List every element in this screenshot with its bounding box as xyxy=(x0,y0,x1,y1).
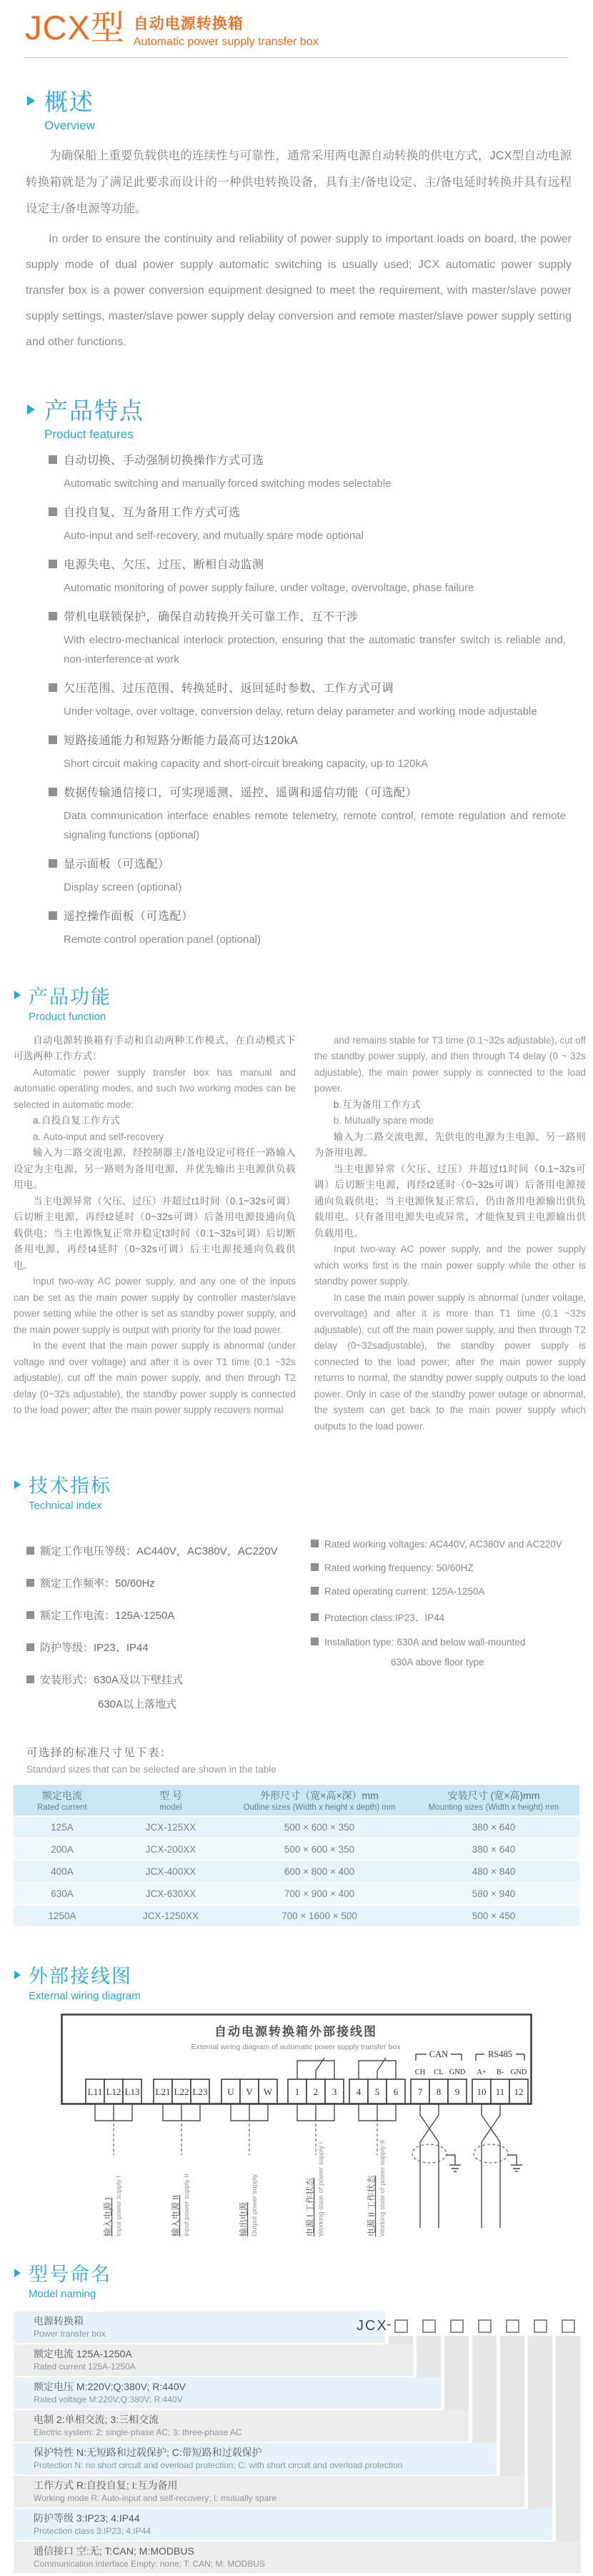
rs485-pin-gnd: GND xyxy=(510,2069,527,2077)
bullet-square-icon xyxy=(49,683,57,692)
terminal-label: 1 xyxy=(294,2086,300,2098)
tech-item-en: Installation type: 630A and below wall-mounted xyxy=(324,1637,526,1648)
can-pin-gnd: GND xyxy=(449,2069,466,2077)
function-paragraph: In case the main power supply is abnormal (under voltage, overvoltage) and after it is more than T1 time (0.1 ~32s adjustable), cut off the main power supply, and then through T2 delay (0~32sadjustable), the standby power supply is connected to the load power; after the main power supply returns to normal, the standby power supply outputs to the load power. Only in case of the standby power outage or abnormal, the system can get back to the main power supply which outputs to the load power. xyxy=(314,1292,586,1432)
feature-item xyxy=(49,907,566,950)
technical-right-column xyxy=(311,1526,593,1711)
terminal-strip xyxy=(86,2079,528,2104)
diagram-title-en: External wiring diagram of automatic power supply transfer box xyxy=(191,2043,401,2052)
section-heading-en: External wiring diagram xyxy=(29,1990,141,2003)
can-pin-cl: CL xyxy=(434,2069,444,2077)
terminal-label: L22 xyxy=(174,2086,189,2098)
naming-row: 防护等级 3:IP23; 4:IP44 Protection class 3:IP23; 4:IP44 xyxy=(14,2509,552,2540)
terminal-label: L13 xyxy=(124,2086,140,2098)
standard-sizes-table xyxy=(14,1785,579,1926)
feature-item xyxy=(49,679,566,722)
naming-band xyxy=(417,2336,441,2377)
bullet-square-icon xyxy=(49,859,57,868)
table-row: 125A JCX-125XX 500 × 600 × 350 380 × 640 xyxy=(14,1816,579,1838)
function-paragraph: Input two-way AC power supply, and any one of the inputs can be set as the main power supply by controller master/slave power setting while the other is set as standby power supply, and the main power supply is output with priority for the load power. xyxy=(14,1276,296,1335)
naming-band xyxy=(556,2336,580,2542)
function-paragraph: 输入为二路交流电源，先供电的电源为主电源，另一路则为备用电源。 xyxy=(314,1131,586,1159)
terminal-label: 2 xyxy=(313,2086,319,2098)
triangle-bullet-icon xyxy=(14,1480,21,1489)
feature-en: Remote control operation panel (optional) xyxy=(64,933,261,946)
model-code-box-icon xyxy=(534,2319,547,2333)
function-right-column xyxy=(314,1033,586,1435)
bullet-square-icon xyxy=(311,1587,319,1595)
tech-item-en: Rated operating current: 125A-1250A xyxy=(324,1586,485,1597)
function-paragraph: In the event that the main power supply is abnormal (under voltage and over voltage) and after it is over T1 time (0.1 ~32s adjustable), cut off the main power supply, and then through T2 delay (0~32s adjustable), the standby power supply is connected to the load power; after the main power supply recovers normal xyxy=(14,1340,296,1416)
terminal-label: L12 xyxy=(106,2086,121,2098)
group-label-en: Output power supply xyxy=(251,2174,259,2237)
group-label-en: Input power supply II xyxy=(183,2174,191,2237)
tech-item-zh: 安装形式：630A及以下壁挂式 xyxy=(40,1674,184,1687)
feature-item xyxy=(49,855,566,898)
tech-item-zh: 额定工作电压等级：AC440V，AC380V，AC220V xyxy=(40,1545,278,1558)
feature-zh: 自投自复、互为备用工作方式可选 xyxy=(64,507,241,520)
triangle-bullet-icon xyxy=(14,991,21,999)
relay-contact-icon xyxy=(297,2058,396,2079)
can-bus-label: CAN xyxy=(429,2049,449,2060)
section-product-function xyxy=(14,981,593,1023)
naming-band xyxy=(444,2336,469,2410)
function-columns xyxy=(14,1033,586,1435)
overview-paragraph-zh: 为确保船上重要负载供电的连续性与可靠性，通常采用两电源自动转换的供电方式，JCX型自动电源转换箱就是为了满足此要求而设计的一种供电转换设备，具有主/备电设定、主/备电延时转换并具有远程设定主/备电源等功能。 xyxy=(26,149,572,216)
feature-item xyxy=(49,503,566,546)
title-block xyxy=(134,10,319,49)
feature-item xyxy=(49,783,566,846)
terminal-label: L23 xyxy=(192,2086,208,2098)
feature-en: Display screen (optional) xyxy=(64,881,182,894)
feature-zh: 显示面板（可选配） xyxy=(64,858,170,871)
section-heading-en: Technical index xyxy=(29,1500,102,1512)
group-label-zh: 电源 I 工作状态 xyxy=(305,2178,315,2237)
section-heading-zh: 产品功能 xyxy=(29,986,111,1008)
table-row: 400A JCX-400XX 600 × 800 × 400 480 × 840 xyxy=(14,1861,579,1883)
function-left-column xyxy=(14,1033,296,1435)
naming-row: 电制 2:单相交流; 3:三相交流 Electric system: 2: single-phase AC; 3: three-phase AC xyxy=(14,2410,469,2442)
rs485-pin-b: B- xyxy=(496,2069,504,2077)
bullet-square-icon xyxy=(26,1547,34,1555)
table-header-row xyxy=(14,1785,579,1816)
function-paragraph: 输入为二路交流电源，经控制器主/备电设定可将任一路输入设定为主电源，另一路则为备用电源，并优先输出主电源供负载用电。 xyxy=(14,1147,296,1191)
feature-item xyxy=(49,555,566,598)
naming-row: 电源转换箱 Power transfer box xyxy=(14,2312,385,2343)
terminal-label: 8 xyxy=(436,2086,442,2098)
function-paragraph: and remains stable for T3 time (0.1~32s adjustable), cut off the standby power supply, and then through T4 delay (0 ~ 32s adjustable), the main power supply is connected to the load power. xyxy=(314,1034,586,1094)
page-title-zh: 自动电源转换箱 xyxy=(133,16,244,32)
naming-row: 工作方式 R:自投自复; I:互为备用 Working mode R: Auto-input and self-recovery; I: mutually spare xyxy=(14,2476,524,2507)
tech-item-zh: 额定工作电流：125A-1250A xyxy=(40,1610,175,1623)
function-paragraph: a. Auto-input and self-recovery xyxy=(33,1131,164,1142)
twisted-pair-icon xyxy=(412,2104,522,2228)
bullet-square-icon xyxy=(49,788,57,796)
terminal-label: U xyxy=(227,2086,234,2098)
bullet-square-icon xyxy=(311,1638,319,1645)
naming-row: 额定电流 125A-1250A Rated current 125A-1250A xyxy=(14,2344,413,2376)
terminal-label: L21 xyxy=(155,2086,171,2098)
sizes-note-zh: 可选择的标准尺寸见下表： xyxy=(26,1747,173,1760)
ground-icon xyxy=(508,2155,522,2171)
model-code-box-icon xyxy=(562,2319,575,2333)
group-label-en: Working state of power supply I xyxy=(317,2141,325,2237)
group-label-zh: 输入电源 I xyxy=(103,2197,113,2237)
feature-zh: 遥控操作面板（可选配） xyxy=(64,910,194,923)
triangle-bullet-icon xyxy=(27,96,35,106)
tech-item-zh-cont: 630A以上落地式 xyxy=(98,1698,177,1711)
group-label-en: Working state of power supply II xyxy=(379,2140,387,2237)
naming-band xyxy=(500,2336,524,2476)
feature-en: Under voltage, over voltage, conversion delay, return delay parameter and working mode adjustable xyxy=(64,705,537,718)
col-outline-sizes: 外形尺寸（宽×高×深）mm Outline sizes (Width x height x depth) mm xyxy=(231,1785,408,1816)
tech-item-en: Rated working voltages: AC440V, AC380V and AC220V xyxy=(324,1539,562,1550)
section-heading-zh: 技术指标 xyxy=(29,1475,111,1497)
feature-zh: 短路接通能力和短路分断能力最高可达120kA xyxy=(64,734,299,747)
terminal-label: 11 xyxy=(495,2086,505,2098)
rs485-pin-a: A+ xyxy=(477,2069,487,2077)
wiring-group-brackets xyxy=(95,2104,396,2155)
naming-row: 保护特性 N:无短路和过载保护; C:带短路和过载保护 Protection N: no short circuit and overload protection; C: with short circuit and overload protection xyxy=(14,2443,497,2475)
sizes-note-en: Standard sizes that can be selected are shown in the table xyxy=(26,1764,276,1775)
feature-zh: 欠压范围、过压范围、转换延时、返回延时参数、工作方式可调 xyxy=(64,683,394,695)
bullet-square-icon xyxy=(49,560,57,568)
col-model: 型 号 model xyxy=(111,1785,231,1816)
bullet-square-icon xyxy=(49,911,57,920)
feature-item xyxy=(49,451,566,494)
model-naming-diagram xyxy=(14,2312,581,2576)
triangle-bullet-icon xyxy=(14,2269,21,2277)
diagram-title-zh: 自动电源转换箱外部接线图 xyxy=(214,2025,377,2039)
bullet-square-icon xyxy=(26,1579,34,1587)
function-paragraph: b. Mutually spare mode xyxy=(333,1115,434,1126)
tech-item-en: Protection class:IP23、IP44 xyxy=(324,1613,445,1624)
function-paragraph: 当主电源异常（欠压、过压）并超过t1时间（0.1~32s可调）后切断主电源，再经t2延时（0~32s可调）后备用电源接通向负载供电；当主电源恢复正常后，仍由备用电源输出供负载用电。只有备用电源失电或异常，才能恢复到主电源输出供负载用电。 xyxy=(314,1163,586,1239)
tech-item-zh: 额定工作频率：50/60Hz xyxy=(40,1577,155,1590)
section-heading-zh: 型号命名 xyxy=(29,2264,111,2286)
bullet-square-icon xyxy=(26,1643,34,1651)
naming-row: 通信接口 空:无; T:CAN; M:MODBUS Communication interface Empty: none; T: CAN; M: MODBUS xyxy=(14,2542,581,2573)
model-code-box-icon xyxy=(394,2319,408,2333)
feature-zh: 数据传输通信接口，可实现遥测、遥控、遥调和遥信功能（可选配） xyxy=(64,786,418,799)
wiring-diagram-svg xyxy=(61,2013,532,2241)
feature-en: With electro-mechanical interlock protection, ensuring that the automatic transfer switch is reliable and, non-interference at work xyxy=(64,633,566,666)
page-title-en: Automatic power supply transfer box xyxy=(133,36,319,48)
terminal-label: W xyxy=(263,2086,273,2098)
feature-zh: 电源失电、欠压、过压、断相自动监测 xyxy=(64,558,264,571)
section-overview xyxy=(27,84,593,133)
terminal-label: L11 xyxy=(87,2086,103,2098)
technical-columns xyxy=(0,1526,593,1711)
bullet-square-icon xyxy=(26,1611,34,1619)
function-paragraph: Automatic power supply transfer box has manual and automatic operating modes, and such two working modes can be selected in automatic mode: xyxy=(14,1066,296,1110)
section-heading-en: Model naming xyxy=(29,2288,96,2301)
feature-item xyxy=(49,608,566,670)
naming-band xyxy=(528,2336,552,2509)
terminal-label: 12 xyxy=(514,2086,524,2098)
bullet-square-icon xyxy=(49,507,57,516)
feature-zh: 自动切换、手动强制切换操作方式可选 xyxy=(64,455,264,467)
triangle-bullet-icon xyxy=(14,1971,21,1979)
terminal-label: 10 xyxy=(477,2086,487,2098)
group-label-en: Input power supply I xyxy=(115,2176,123,2237)
table-row: 1250A JCX-1250XX 700 × 1600 × 500 500 × 450 xyxy=(14,1905,579,1926)
terminal-label: 3 xyxy=(332,2086,337,2098)
function-paragraph: 当主电源异常（欠压、过压）并超过t1时间（0.1~32s可调）后切断主电源，再经t2延时（0~32s可调）后备用电源接通向负载供电；当主电源恢复正常并稳定t3时间（0.1~32s可调）后切断备用电源，再经t4延时（0~32s可调）后主电源接通向负载供电。 xyxy=(14,1195,296,1271)
group-label-zh: 输出电源 xyxy=(239,2202,249,2237)
section-product-features xyxy=(27,392,593,442)
ground-icon xyxy=(447,2155,461,2171)
bullet-square-icon xyxy=(49,612,57,620)
bullet-square-icon xyxy=(311,1563,319,1571)
technical-left-column xyxy=(26,1526,311,1711)
rs485-bus-label: RS485 xyxy=(487,2049,513,2060)
section-heading-en: Overview xyxy=(44,119,95,132)
naming-band xyxy=(472,2336,497,2443)
overview-paragraph-en: In order to ensure the continuity and reliability of power supply to important loads on board, the power supply mode of dual power supply automatic switching is usually used; JCX automatic power supply transfer box is a power conversion equipment designed to meet the requirement, with master/slave power supply settings, master/slave power supply delay conversion and remote master/slave power supply setting and other functions. xyxy=(26,233,572,349)
bullet-square-icon xyxy=(49,735,57,744)
wiring-diagram-figure xyxy=(61,2013,593,2244)
model-code-dash: - xyxy=(387,2317,392,2333)
section-wiring-diagram xyxy=(14,1961,593,2002)
tech-item-zh: 防护等级：IP23、IP44 xyxy=(40,1642,149,1655)
function-paragraph: Input two-way AC power supply, and the power supply which works first is the main power supply while the other is standby power supply. xyxy=(314,1244,586,1287)
col-rated-current: 额定电流 Rated current xyxy=(14,1785,111,1816)
terminal-label: 9 xyxy=(454,2086,460,2098)
feature-en: Automatic switching and manually forced switching modes selectable xyxy=(64,477,392,490)
feature-en: Data communication interface enables remote telemetry, remote control, remote regulation and remote signaling functions (optional) xyxy=(64,809,566,842)
terminal-label: 5 xyxy=(374,2086,380,2098)
feature-en: Automatic monitoring of power supply failure, under voltage, overvoltage, phase failure xyxy=(64,581,474,594)
page-header xyxy=(0,0,593,49)
header-divider xyxy=(24,57,569,58)
can-pin-ch: CH xyxy=(414,2069,426,2077)
col-mounting-sizes: 安装尺寸 (宽×高)mm Mounting sizes (Width x height) mm xyxy=(408,1785,579,1816)
function-paragraph: b.互为备用工作方式 xyxy=(333,1099,422,1110)
section-heading-en: Product function xyxy=(29,1010,106,1023)
bullet-square-icon xyxy=(311,1613,319,1621)
feature-zh: 带机电联锁保护，确保自动转换开关可靠工作、互不干涉 xyxy=(64,610,359,623)
section-model-naming xyxy=(14,2259,593,2300)
model-code-box-icon xyxy=(422,2319,436,2333)
function-paragraph: 自动电源转换箱有手动和自动两种工作模式，在自动模式下可选两种工作方式： xyxy=(14,1034,296,1062)
feature-en: Auto-input and self-recovery, and mutually spare mode optional xyxy=(64,530,364,543)
model-code-box-icon xyxy=(506,2319,519,2333)
sizes-note xyxy=(26,1744,593,1775)
section-heading-zh: 产品特点 xyxy=(44,397,144,425)
model-code-box-icon xyxy=(450,2319,464,2333)
feature-en: Short circuit making capacity and short-circuit breaking capacity, up to 120kA xyxy=(64,757,428,770)
feature-item xyxy=(49,731,566,774)
group-label-zh: 电源 II 工作状态 xyxy=(367,2175,377,2237)
feature-list xyxy=(49,451,566,949)
section-heading-en: Product features xyxy=(44,427,134,442)
section-heading-zh: 外部接线图 xyxy=(29,1966,132,1988)
product-model: JCX型 xyxy=(25,9,125,46)
naming-band xyxy=(389,2336,413,2344)
terminal-label: 7 xyxy=(417,2086,423,2098)
terminal-label: 4 xyxy=(356,2086,362,2098)
model-code-prefix: JCX xyxy=(357,2318,388,2334)
table-row: 630A JCX-630XX 700 × 900 × 400 580 × 940 xyxy=(14,1883,579,1905)
section-technical-index xyxy=(14,1470,593,1512)
tech-item-en-cont: 630A above floor type xyxy=(391,1657,484,1668)
function-paragraph: a.自投自复工作方式 xyxy=(33,1115,121,1126)
bullet-square-icon xyxy=(49,455,57,464)
table-row: 200A JCX-200XX 500 × 600 × 350 380 × 640 xyxy=(14,1838,579,1861)
section-heading-zh: 概述 xyxy=(44,89,94,115)
bullet-square-icon xyxy=(26,1675,34,1683)
terminal-label: V xyxy=(246,2086,253,2098)
terminal-label: 6 xyxy=(393,2086,399,2098)
group-label-zh: 输入电源 II xyxy=(171,2195,181,2237)
tech-item-en: Rated working frequency: 50/60HZ xyxy=(324,1562,474,1574)
bullet-square-icon xyxy=(311,1540,319,1547)
model-code-box-icon xyxy=(478,2319,492,2333)
triangle-bullet-icon xyxy=(27,405,35,415)
naming-row: 额定电压 M:220V;Q:380V; R:440V Rated voltage M:220V;Q:380V; R:440V xyxy=(14,2377,441,2409)
